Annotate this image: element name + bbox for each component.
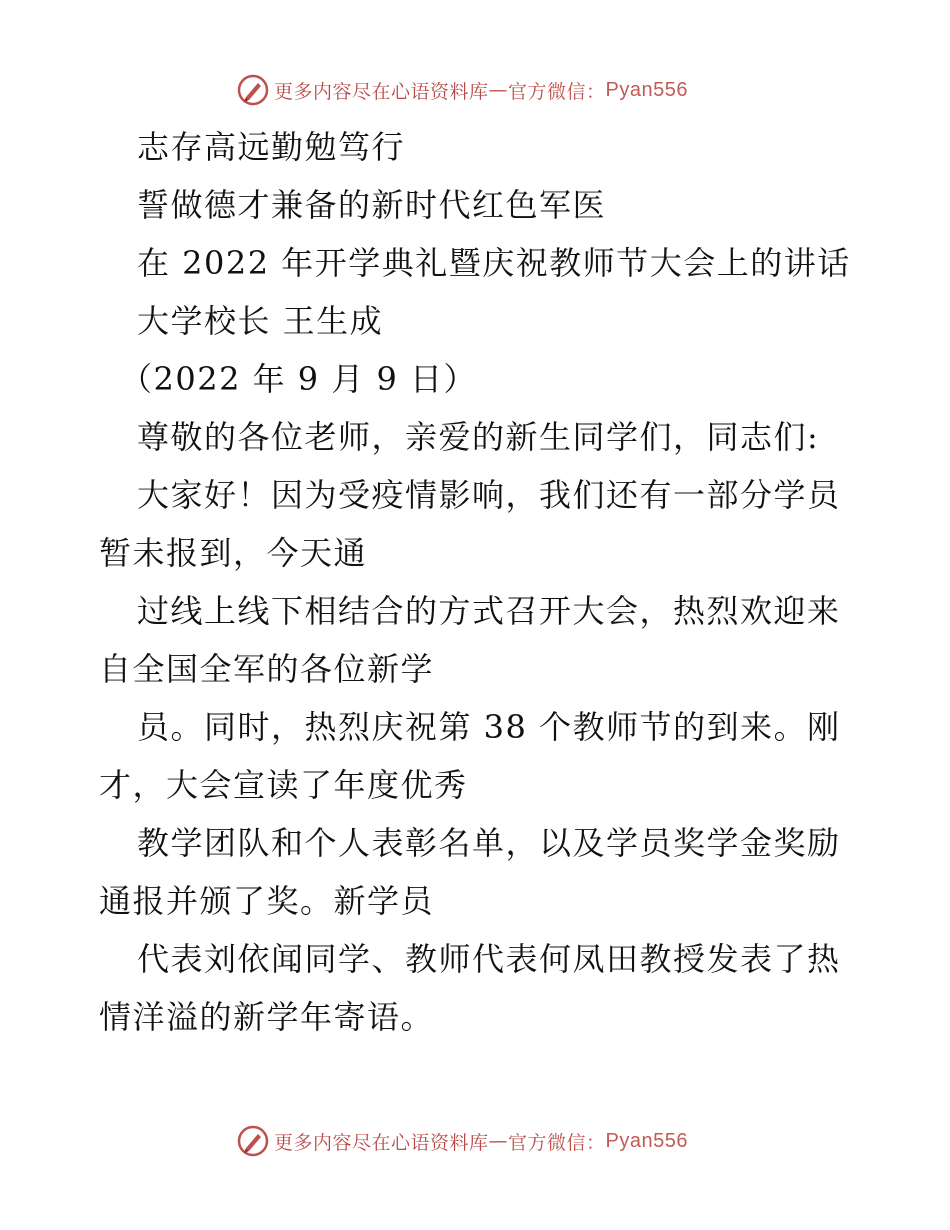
paragraph-line: 通报并颁了奖。新学员 (99, 882, 435, 920)
document-title: 志存高远勤勉笃行 (137, 128, 406, 166)
speech-occasion: 在 2022 年开学典礼暨庆祝教师节大会上的讲话 (137, 244, 851, 282)
pen-logo-icon (236, 1124, 270, 1158)
watermark-label: 官方微信： (508, 80, 606, 103)
watermark-label: 官方微信： (508, 1131, 606, 1154)
paragraph-line: 暂未报到，今天通 (99, 534, 368, 572)
paragraph-line: 代表刘依闻同学、教师代表何凤田教授发表了热 (137, 940, 841, 978)
paragraph-line: 情洋溢的新学年寄语。 (99, 998, 435, 1036)
watermark-id: Pyan556 (605, 78, 688, 101)
footer-watermark (236, 1123, 756, 1159)
paragraph-line: 员。同时，热烈庆祝第 38 个教师节的到来。刚 (137, 708, 841, 746)
watermark-brand: 更多内容尽在心语资料库 (274, 80, 489, 103)
paragraph-line: 自全国全军的各位新学 (99, 650, 435, 688)
paragraph-line: 才，大会宣读了年度优秀 (99, 766, 468, 804)
watermark-id: Pyan556 (605, 1129, 688, 1152)
speech-date: （2022 年 9 月 9 日） (120, 360, 478, 398)
watermark-brand: 更多内容尽在心语资料库 (274, 1131, 489, 1154)
salutation: 尊敬的各位老师，亲爱的新生同学们，同志们: (137, 418, 820, 456)
paragraph-line: 过线上线下相结合的方式召开大会，热烈欢迎来 (137, 592, 841, 630)
paragraph-line: 大家好！因为受疫情影响，我们还有一部分学员 (137, 476, 841, 514)
pen-logo-icon (236, 73, 270, 107)
paragraph-line: 教学团队和个人表彰名单，以及学员奖学金奖励 (137, 824, 841, 862)
speaker-line: 大学校长 王生成 (137, 302, 384, 340)
watermark-dash: — (488, 79, 509, 101)
document-subtitle: 誓做德才兼备的新时代红色军医 (137, 186, 607, 224)
header-watermark (236, 72, 756, 108)
watermark-dash: — (488, 1130, 509, 1152)
